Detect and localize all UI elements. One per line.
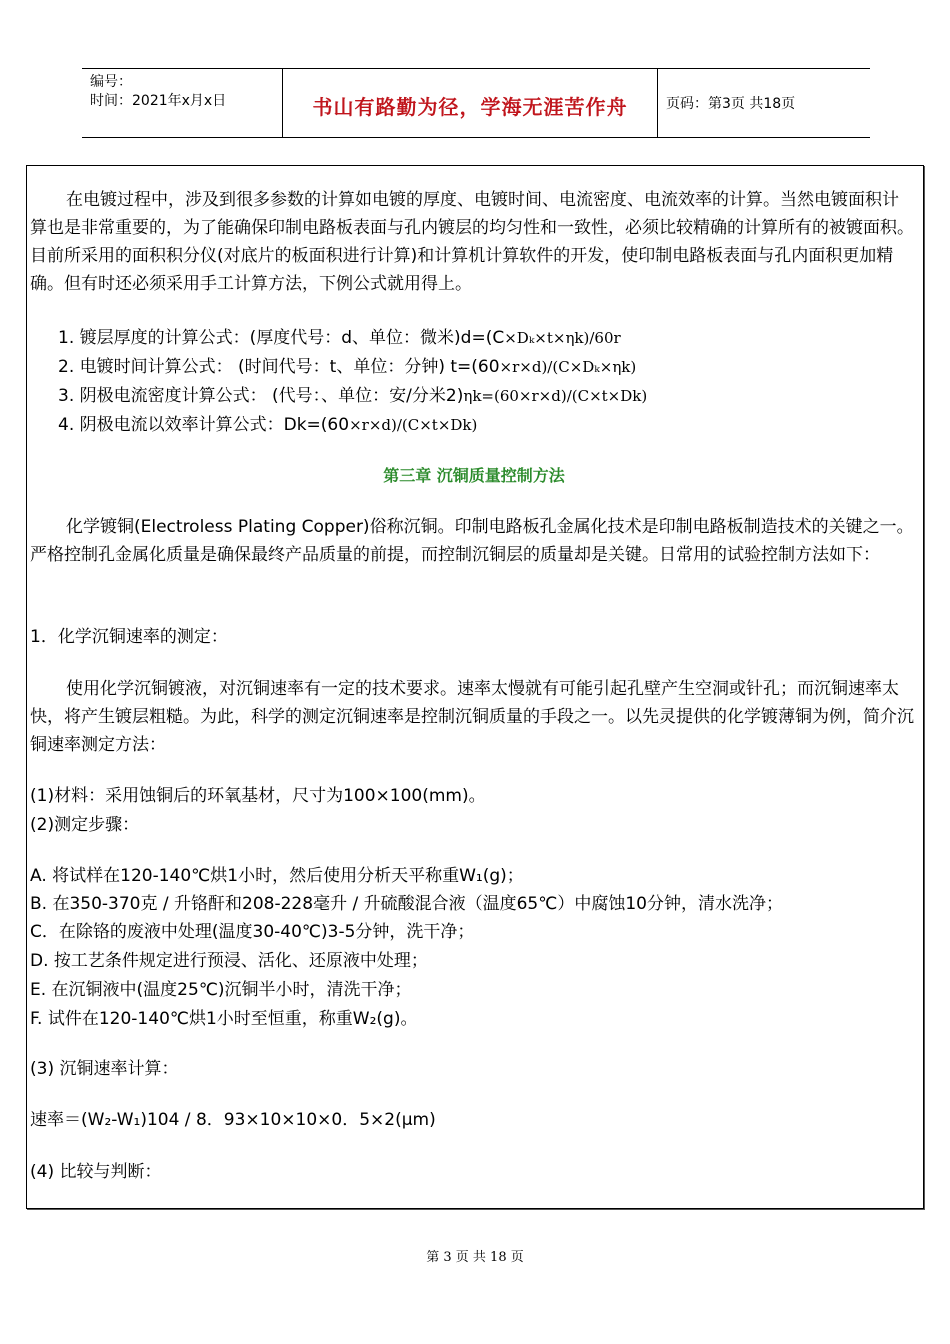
page-info: 页码：第3页 共18页 [666,96,796,112]
time-label: 时间：2021年x月x日 [90,93,227,109]
chapter-heading: 第三章 沉铜质量控制方法 [383,466,565,485]
calc-title: (3) 沉铜速率计算： [30,1059,179,1079]
steps-title: (2)测定步骤： [30,815,140,835]
step-a: A. 将试样在120-140℃烘1小时，然后使用分析天平称重W₁(g)； [30,866,524,886]
step-f: F. 试件在120-140℃烘1小时至恒重，称重W₂(g)。 [30,1009,418,1029]
calc-formula: 速率＝(W₂-W₁)104 / 8．93×10×10×0．5×2(μm) [30,1110,436,1130]
step-e: E. 在沉铜液中(温度25℃)沉铜半小时，清洗干净； [30,980,412,1000]
header-meta-cell [82,69,282,137]
step-d: D. 按工艺条件规定进行预浸、活化、还原液中处理； [30,951,428,971]
header-page-cell [658,69,870,137]
formula-4-label: 4. 阴极电流以效率计算公式：Dk=(60 [58,415,350,435]
formula-1 [58,324,621,352]
formula-4-math: ×r×d)/(C×t×Dk) [349,416,478,434]
formula-2 [58,353,636,381]
motto: 书山有路勤为径，学海无涯苦作舟 [312,95,628,119]
page-footer: 第 3 页 共 18 页 [426,1250,524,1265]
formula-3-math: ηk=(60×r×d)/(C×t×Dk) [463,387,648,405]
compare-title: (4) 比较与判断： [30,1162,162,1182]
formula-2-math: ×r×d)/(C×Dₖ×ηk) [499,358,637,376]
formula-1-label: 1. 镀层厚度的计算公式：(厚度代号：d、单位：微米)d=(C [58,328,505,348]
section1-title: 1．化学沉铜速率的测定： [30,627,228,647]
step-b: B. 在350-370克 / 升铬酐和208-228毫升 / 升硫酸混合液（温度65℃）中腐蚀10分钟，清水洗净； [30,894,783,914]
formula-4 [58,411,477,439]
chapter-intro-paragraph: 化学镀铜(Electroless Plating Copper)俗称沉铜。印制电路板孔金属化技术是印制电路板制造技术的关键之一。严格控制孔金属化质量是确保最终产品质量的前提，而控制沉铜层的质量却是关键。日常用的试验控制方法如下： [30,517,914,565]
header-motto-cell [282,69,658,137]
number-label: 编号： [90,74,132,90]
intro-paragraph: 在电镀过程中，涉及到很多参数的计算如电镀的厚度、电镀时间、电流密度、电流效率的计算。当然电镀面积计算也是非常重要的，为了能确保印制电路板表面与孔内镀层的均匀性和一致性，必须比较精确的计算所有的被镀面积。目前所采用的面积积分仪(对底片的板面积进行计算)和计算机计算软件的开发，使印制电路板表面与孔内面积更加精确。但有时还必须采用手工计算方法，下例公式就用得上。 [30,190,914,294]
step-c: C．在除铬的废液中处理(温度30-40℃)3-5分钟，洗干净； [30,922,475,942]
formula-3 [58,382,647,410]
formula-1-math: ×Dₖ×t×ηk)/60r [504,329,621,347]
formula-3-label: 3. 阴极电流密度计算公式： (代号：、单位：安/分米2) [58,386,464,406]
section1-paragraph: 使用化学沉铜镀液，对沉铜速率有一定的技术要求。速率太慢就有可能引起孔壁产生空洞或针孔；而沉铜速率太快，将产生镀层粗糙。为此，科学的测定沉铜速率是控制沉铜质量的手段之一。以先灵提供的化学镀薄铜为例，简介沉铜速率测定方法： [30,679,914,755]
material-line: (1)材料：采用蚀铜后的环氧基材，尺寸为100×100(mm)。 [30,786,486,806]
formula-2-label: 2. 电镀时间计算公式： (时间代号：t、单位：分钟) t=(60 [58,357,500,377]
page-header [82,68,870,138]
